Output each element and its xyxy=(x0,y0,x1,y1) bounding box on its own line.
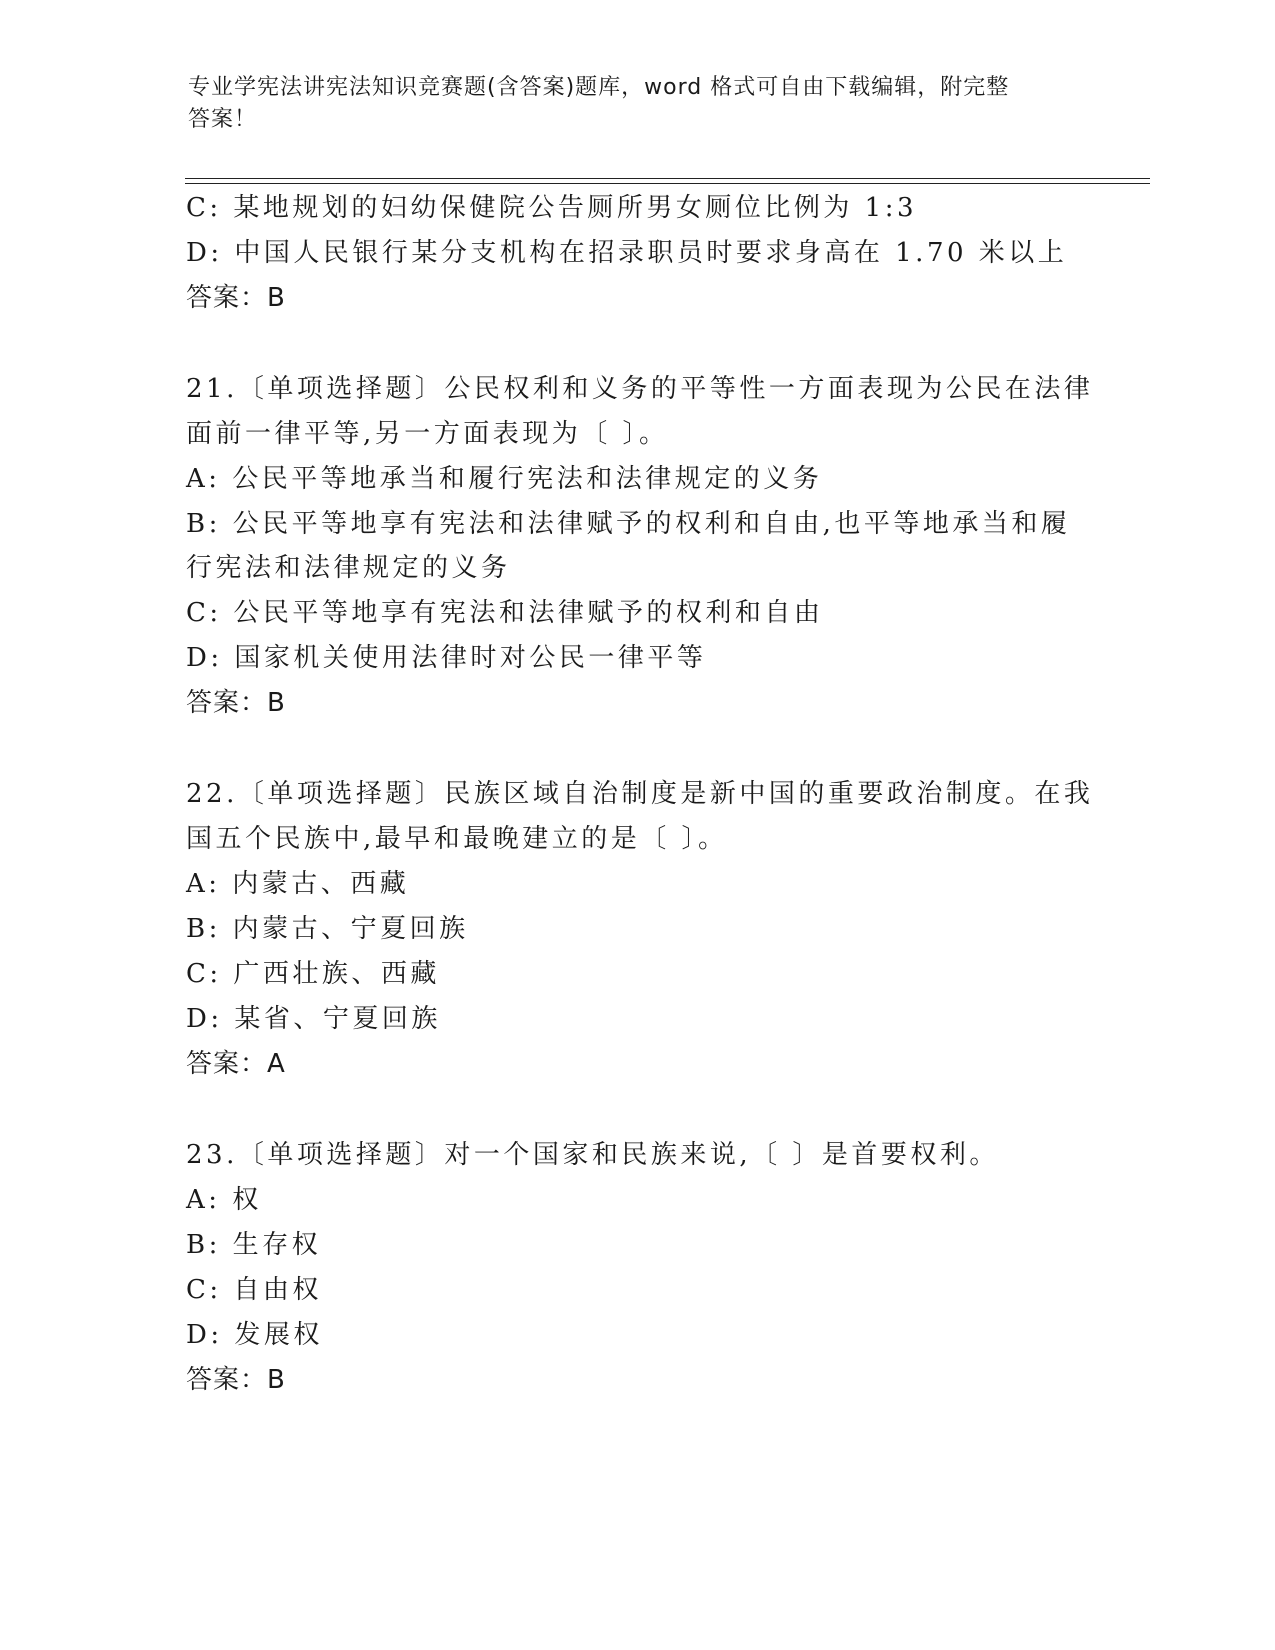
q20-option-d: D: 中国人民银行某分支机构在招录职员时要求身高在 1.70 米以上 xyxy=(186,238,1068,268)
header-line-1: 专业学宪法讲宪法知识竞赛题(含答案)题库，word 格式可自由下载编辑，附完整 xyxy=(188,75,1010,100)
q23-option-d: D: 发展权 xyxy=(186,1320,323,1350)
header-divider-bottom xyxy=(185,183,1150,184)
q22-stem-line-1: 22.〔单项选择题〕民族区域自治制度是新中国的重要政治制度。在我 xyxy=(186,779,1094,809)
q20-answer: 答案：B xyxy=(186,283,286,313)
q22-option-c: C: 广西壮族、西藏 xyxy=(186,959,440,989)
header-line-2: 答案！ xyxy=(188,107,258,132)
q23-stem-line-1: 23.〔单项选择题〕对一个国家和民族来说,〔 〕是首要权利。 xyxy=(186,1140,999,1170)
q23-option-b: B: 生存权 xyxy=(186,1230,322,1260)
q21-option-c: C: 公民平等地享有宪法和法律赋予的权利和自由 xyxy=(186,598,824,628)
q21-answer: 答案：B xyxy=(186,688,286,718)
q22-answer: 答案：A xyxy=(186,1049,286,1079)
q22-option-d: D: 某省、宁夏回族 xyxy=(186,1004,441,1034)
q21-option-b-line-1: B: 公民平等地享有宪法和法律赋予的权利和自由,也平等地承当和履 xyxy=(186,509,1071,539)
document-header xyxy=(188,72,1068,136)
q20-option-c: C: 某地规划的妇幼保健院公告厕所男女厕位比例为 1:3 xyxy=(186,193,918,223)
q21-option-d: D: 国家机关使用法律时对公民一律平等 xyxy=(186,643,707,673)
q21-option-b-line-2: 行宪法和法律规定的义务 xyxy=(186,553,511,583)
q23-option-a: A: 权 xyxy=(186,1185,262,1215)
q21-stem-line-1: 21.〔单项选择题〕公民权利和义务的平等性一方面表现为公民在法律 xyxy=(186,374,1094,404)
q23-answer: 答案：B xyxy=(186,1365,286,1395)
q22-stem-line-2: 国五个民族中,最早和最晚建立的是〔 〕。 xyxy=(186,824,728,854)
q23-option-c: C: 自由权 xyxy=(186,1275,322,1305)
q21-stem-line-2: 面前一律平等,另一方面表现为〔 〕。 xyxy=(186,419,669,449)
q22-option-a: A: 内蒙古、西藏 xyxy=(186,869,410,899)
header-divider-top xyxy=(185,178,1150,179)
q22-option-b: B: 内蒙古、宁夏回族 xyxy=(186,914,469,944)
q21-option-a: A: 公民平等地承当和履行宪法和法律规定的义务 xyxy=(186,464,823,494)
